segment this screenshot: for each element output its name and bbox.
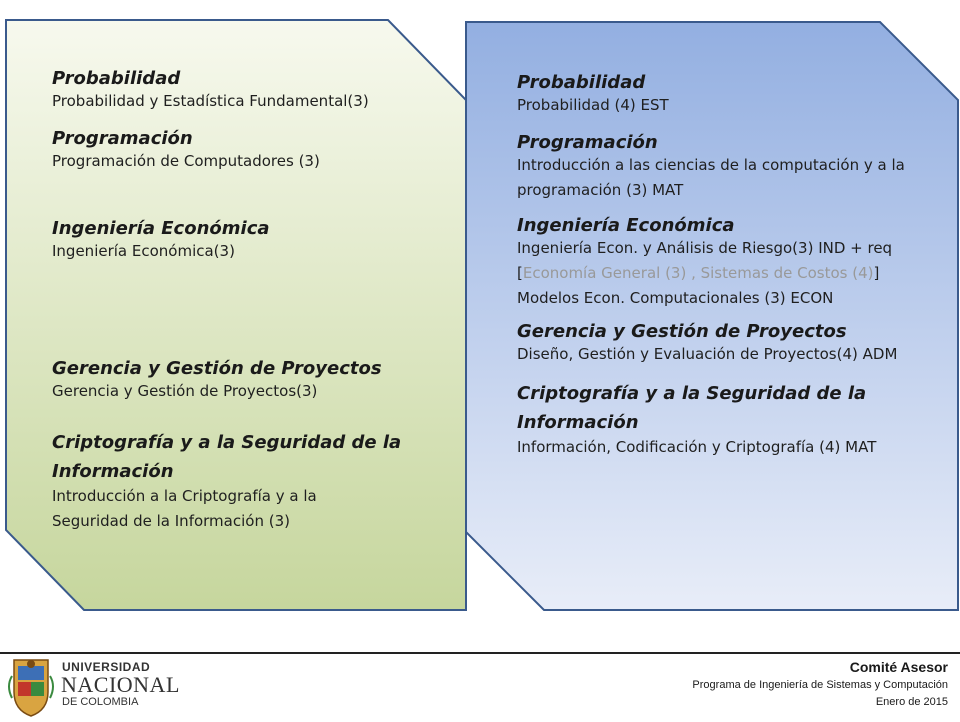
committee-title: Comité Asesor: [849, 659, 948, 675]
left-section-ingenieria-economica: [52, 214, 452, 264]
body-text: Ingeniería Econ. y Análisis de Riesgo(3) IND + req [: [517, 239, 893, 282]
left-section-probabilidad: [52, 64, 452, 114]
right-section-criptografia: [517, 379, 925, 460]
section-title: Criptografía y a la Seguridad de la Información: [517, 383, 867, 433]
section-title: Ingeniería Económica: [52, 218, 270, 239]
section-title: Gerencia y Gestión de Proyectos: [52, 358, 382, 379]
section-body: [517, 236, 925, 286]
section-body: Introducción a las ciencias de la computación y a la programación (3) MAT: [517, 156, 905, 199]
footer-divider: [0, 652, 960, 654]
section-body: Ingeniería Económica(3): [52, 242, 235, 260]
footer-credits: [692, 658, 948, 710]
logo-line-1: UNIVERSIDAD: [62, 660, 151, 674]
date-label: Enero de 2015: [875, 696, 948, 708]
section-body: Diseño, Gestión y Evaluación de Proyectos(4) ADM: [517, 345, 898, 363]
section-body: Información, Codificación y Criptografía (4) MAT: [517, 438, 877, 456]
left-section-gerencia: [52, 354, 452, 404]
left-panel: [0, 0, 480, 620]
left-section-criptografia: [52, 428, 452, 534]
section-body: Programación de Computadores (3): [52, 152, 320, 170]
section-title: Probabilidad: [517, 72, 646, 93]
section-title: Programación: [52, 128, 193, 149]
logo-line-2: NACIONAL: [61, 672, 180, 697]
section-body: Probabilidad (4) EST: [517, 96, 669, 114]
section-title: Criptografía y a la Seguridad de la Información: [52, 432, 402, 482]
program-name: Programa de Ingeniería de Sistemas y Computación: [692, 679, 948, 691]
prerequisite-text: Economía General (3) , Sistemas de Costos (4): [522, 264, 874, 282]
left-content: [52, 64, 452, 534]
right-section-gerencia: [517, 317, 925, 367]
logo-line-3: DE COLOMBIA: [62, 696, 139, 708]
right-section-ingenieria-economica: [517, 211, 925, 311]
body-text: ]: [873, 264, 880, 282]
right-content: [517, 68, 925, 460]
university-logo: [6, 656, 180, 718]
section-body: Gerencia y Gestión de Proyectos(3): [52, 382, 318, 400]
left-section-programacion: [52, 124, 452, 174]
section-title: Gerencia y Gestión de Proyectos: [517, 321, 847, 342]
right-section-probabilidad: [517, 68, 925, 118]
section-title: Programación: [517, 132, 658, 153]
section-body: Modelos Econ. Computacionales (3) ECON: [517, 289, 834, 307]
section-body: Introducción a la Criptografía y a la Seguridad de la Información (3): [52, 487, 317, 530]
section-body: Probabilidad y Estadística Fundamental(3): [52, 92, 369, 110]
section-title: Probabilidad: [52, 68, 181, 89]
right-section-programacion: [517, 128, 925, 203]
section-title: Ingeniería Económica: [517, 215, 735, 236]
